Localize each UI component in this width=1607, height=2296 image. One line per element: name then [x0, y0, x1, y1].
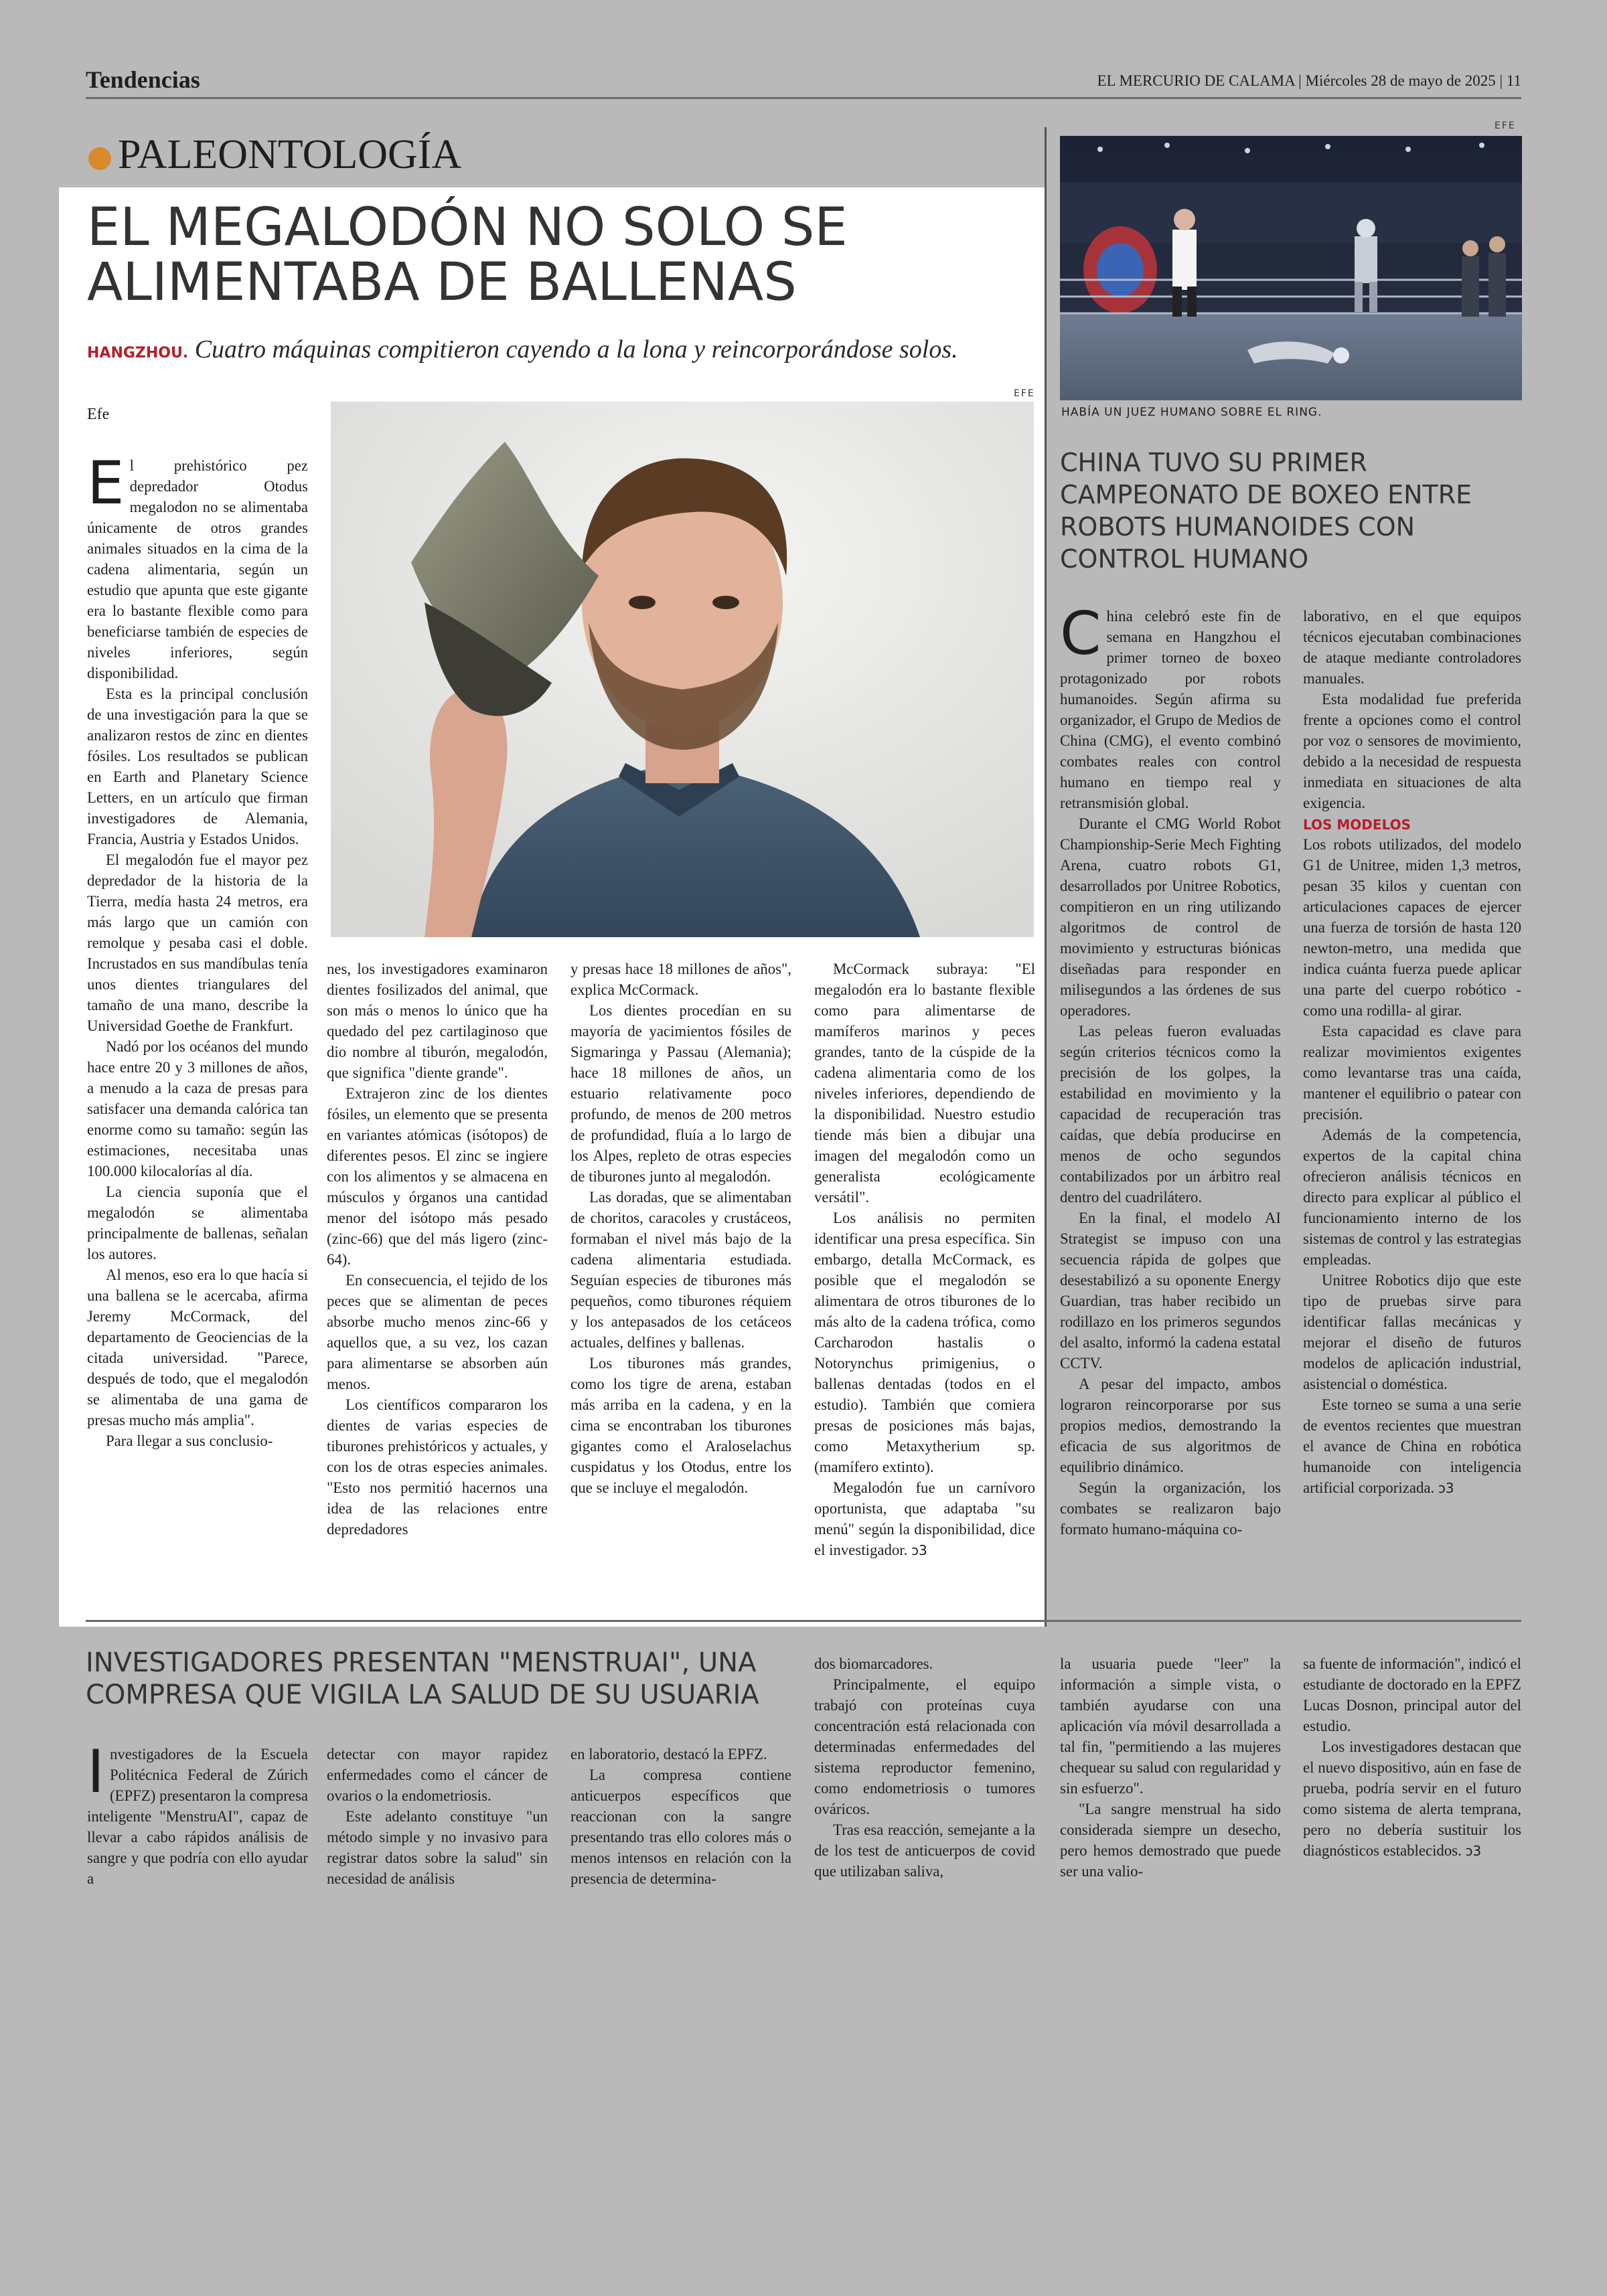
lead-paragraph: La ciencia suponía que el megalodón se alimentaba principalmente de ballenas, señalan los autores. [87, 1183, 308, 1262]
header-rule [86, 97, 1521, 99]
lead-dek [87, 335, 1038, 364]
robot-photo-credit: EFE [1495, 120, 1516, 131]
dek-text: Cuatro máquinas compitieron cayendo a la lona y reincorporándose solos. [194, 335, 958, 363]
lead-paragraph: Los tiburones más grandes, como los tigre de arena, estaban más arriba en la cadena, y en la cima se encontraban los tiburones gigantes como el Araloselachus cuspidatus y los Otodus, entre los que se incluye el megalodón. [570, 1355, 791, 1496]
menstruai-paragraph: nvestigadores de la Escuela Politécnica Federal de Zúrich (EPFZ) presentaron la compresa inteligente "MenstruAI", capaz de llevar a cabo rápidos análisis de sangre y que podría con ello ayudar a [87, 1746, 308, 1887]
lead-paragraph: Esta es la principal conclusión de una investigación para la que se analizaron restos de zinc en dientes fósiles. Los resultados se publican en Earth and Planetary Science Letters, en un artículo que firman investigadores de Alemania, Francia, Austria y Estados Unidos. [87, 685, 308, 847]
lead-paragraph: McCormack subraya: "El megalodón era lo bastante flexible como para alimentarse de mamíferos marinos y peces grandes, tanto de la cúspide de la cadena alimentaria como de los niveles inferiores, dependiendo de la disponibilidad. Nuestro estudio tiende más bien a dibujar una imagen del megalodón como un generalista ecológicamente versátil". [814, 961, 1035, 1206]
robot-photo-caption: HABÍA UN JUEZ HUMANO SOBRE EL RING. [1061, 406, 1322, 419]
lead-paragraph: Los científicos compararon los dientes de varias especies de tiburones prehistóricos y actuales, y con los de otras especies animales. "Esto nos permitió hacernos una idea de las relaciones entre depredadores [327, 1396, 548, 1538]
robot-headline: CHINA TUVO SU PRIMER CAMPEONATO DE BOXEO ENTRE ROBOTS HUMANOIDES CON CONTROL HUMANO [1060, 448, 1472, 574]
robot-paragraph: Las peleas fueron evaluadas según criterios técnicos como la precisión de los golpes, la estabilidad en movimiento y la capacidad de recuperación tras caídas, que debía producirse en menos de ocho segundos contabilizados por un árbitro real dentro del cuadrilátero. [1060, 1023, 1281, 1206]
robot-paragraph: En la final, el modelo AI Strategist se impuso con una secuencia rápida de golpes que desestabilizó a su oponente Energy Guardian, tras haber recibido un rodillazo en los primeros segundos del asalto, informó la cadena estatal CCTV. [1060, 1210, 1281, 1372]
menstruai-paragraph: dos biomarcadores. [814, 1655, 933, 1672]
menstruai-column-1 [87, 1737, 308, 1889]
section-tag: PALEONTOLOGÍA [118, 132, 462, 177]
menstruai-headline: INVESTIGADORES PRESENTAN "MENSTRUAI", UNA COMPRESA QUE VIGILA LA SALUD DE SU USUARIA [86, 1647, 759, 1710]
lead-paragraph: En consecuencia, el tejido de los peces que se alimentan de peces absorbe mucho menos zinc-66 y aquellos que, a su vez, los cazan para alimentarse se absorben aún menos. [327, 1272, 548, 1392]
robot-paragraph: A pesar del impacto, ambos lograron reincorporarse por sus propios medios, demostrando la eficacia de sus algoritmos de equilibrio dinámico. [1060, 1376, 1281, 1475]
lead-dropcap: E [87, 448, 125, 517]
lead-paragraph: Los análisis no permiten identificar una presa específica. Sin embargo, detalla McCormack, es posible que el megalodón se alimentara de otros tiburones de lo más alto de la cadena trófica, como Carcharodon hastalis o Notorynchus primigenius, o ballenas dentadas (todos en el estudio). También que comiera presas de posiciones más bajas, como Metaxytherium sp. (mamífero extinto). [814, 1210, 1035, 1475]
lead-photo-credit: EFE [1014, 388, 1035, 399]
menstruai-column-6 [1303, 1653, 1521, 1861]
robot-paragraph: Esta capacidad es clave para realizar movimientos exigentes como levantarse tras una caída, mantener el equilibrio o patear con precisión. [1303, 1023, 1521, 1123]
lead-byline: Efe [87, 406, 110, 423]
lead-paragraph: Para llegar a sus conclusio- [106, 1432, 273, 1449]
robot-paragraph: laborativo, en el que equipos técnicos ejecutaban combinaciones de ataque mediante controladores manuales. [1303, 608, 1521, 687]
lead-paragraph: Extrajeron zinc de los dientes fósiles, un elemento que se presenta en variantes atómicas (isótopos) de diferentes pesos. El zinc se ingiere con los alimentos y se almacena en músculos y órganos una cantidad menor del isótopo más pesado (zinc-66) que del más ligero (zinc-64). [327, 1085, 548, 1268]
menstruai-paragraph: sa fuente de información", indicó el estudiante de doctorado en la EPFZ Lucas Dosnon, principal autor del estudio. [1303, 1655, 1521, 1734]
lead-paragraph-text: Megalodón fue un carnívoro oportunista, que adaptaba "su menú" según la disponibilidad, dice el investigador. [814, 1479, 1035, 1558]
robot-paragraph: Además de la competencia, expertos de la capital china ofrecieron análisis técnicos en directo para explicar al público el funcionamiento interno de los sistemas de control y las estrategias empleadas. [1303, 1127, 1521, 1268]
lead-column-3 [570, 959, 791, 1498]
lead-paragraph [814, 1477, 1035, 1560]
megalodon-tooth-photo [331, 402, 1034, 937]
robot-subhead: LOS MODELOS [1303, 817, 1411, 833]
bottom-story-rule [86, 1620, 1521, 1622]
tag-bullet-icon [88, 147, 111, 170]
lead-paragraph: nes, los investigadores examinaron dientes fosilizados del animal, que son más o menos lo único que ha quedado del pez cartilaginoso que dio nombre al tiburón, megalodón, que significa "diente grande". [327, 961, 548, 1081]
end-mark-icon: ↄ3 [1438, 1480, 1454, 1497]
lead-column-4 [814, 959, 1035, 1560]
lead-paragraph: El megalodón fue el mayor pez depredador de la historia de la Tierra, medía hasta 24 metros, era más largo que un camión con remolque y pesaba casi el doble. Incrustados en sus mandíbulas tenía unos dientes triangulares del tamaño de una mano, describe la Universidad Goethe de Frankfurt. [87, 851, 308, 1034]
column-divider [1045, 127, 1047, 1627]
lead-headline: EL MEGALODÓN NO SOLO SE ALIMENTABA DE BALLENAS [87, 197, 848, 313]
robot-paragraph-text: Este torneo se suma a una serie de eventos recientes que muestran el avance de China en robótica humanoide con inteligencia artificial corporizada. [1303, 1396, 1521, 1497]
menstruai-paragraph: en laboratorio, destacó la EPFZ. [570, 1746, 767, 1762]
robot-paragraph [1303, 1394, 1521, 1498]
lead-paragraph: Los dientes procedían en su mayoría de yacimientos fósiles de Sigmaringa y Passau (Alemania); hace 18 millones de años, un estuario relativamente poco profundo, de menos de 200 metros de profundidad, fluía a lo largo de los Alpes, repleto de otras especies de tiburones junto al megalodón. [570, 1002, 791, 1185]
menstruai-paragraph [1303, 1736, 1521, 1861]
robot-dropcap: C [1060, 599, 1101, 668]
robot-boxing-ring-image [1060, 136, 1522, 400]
menstruai-paragraph: detectar con mayor rapidez enfermedades como el cáncer de ovarios o la endometriosis. [327, 1746, 548, 1804]
menstruai-paragraph-text: Los investigadores destacan que el nuevo dispositivo, aún en fase de prueba, podría servir en el futuro como sistema de alerta temprana, pero no debería sustituir los diagnósticos establecidos. [1303, 1738, 1521, 1859]
lead-column-1 [87, 448, 308, 1451]
robot-paragraph: Según la organización, los combates se realizaron bajo formato humano-máquina co- [1060, 1479, 1281, 1538]
menstruai-paragraph: La compresa contiene anticuerpos específicos que reaccionan con la sangre presentando tras ello colores más o menos intensos en relación con la presencia de determina- [570, 1767, 791, 1887]
menstruai-column-5 [1060, 1653, 1281, 1882]
menstruai-paragraph: la usuaria puede "leer" la información a simple vista, o también ayudarse con una aplicación vía móvil desarrollada a tal fin, "permitiendo a las mujeres chequear su salud con regularidad y sin esfuerzo". [1060, 1655, 1281, 1797]
researcher-holding-tooth-image [331, 402, 1034, 937]
lead-paragraph: l prehistórico pez depredador Otodus megalodon no se alimentaba únicamente de otros grandes animales situados en la cima de la cadena alimentaria, según un estudio que apunta que este gigante era lo bastante flexible como para beneficiarse también de especies de niveles inferiores, según disponibilidad. [87, 457, 308, 681]
lead-paragraph: y presas hace 18 millones de años", explica McCormack. [570, 961, 791, 998]
publication-info: EL MERCURIO DE CALAMA | Miércoles 28 de mayo de 2025 | 11 [1097, 72, 1521, 89]
menstruai-paragraph: Tras esa reacción, semejante a la de los test de anticuerpos de covid que utilizaban saliva, [814, 1821, 1035, 1880]
menstruai-paragraph: "La sangre menstrual ha sido considerada siempre un desecho, pero hemos demostrado que puede ser una valio- [1060, 1801, 1281, 1880]
lead-paragraph: Nadó por los océanos del mundo hace entre 20 y 3 millones de años, a menudo a la caza de presas para satisfacer una demanda calórica tan enorme como su tamaño: según las estimaciones, necesitaba unas 100.000 kilocalorías al día. [87, 1038, 308, 1179]
menstruai-paragraph: Este adelanto constituye "un método simple y no invasivo para registrar datos sobre la salud" sin necesidad de análisis [327, 1808, 548, 1887]
menstruai-column-3 [570, 1744, 791, 1889]
dek-location: HANGZHOU. [87, 345, 189, 361]
robot-paragraph: hina celebró este fin de semana en Hangzhou el primer torneo de boxeo protagonizado por robots humanoides. Según afirma su organizador, el Grupo de Medios de China (CMG), el evento combinó combates reales con control humano en tiempo real y retransmisión global. [1060, 608, 1281, 811]
end-mark-icon: ↄ3 [1465, 1843, 1482, 1859]
menstruai-column-4 [814, 1653, 1035, 1882]
robot-paragraph: Los robots utilizados, del modelo G1 de Unitree, miden 1,3 metros, pesan 35 kilos y cuentan con articulaciones capaces de ejercer una fuerza de torsión de hasta 120 newton-metro, una medida que indica cuánta fuerza puede aplicar una parte del cuerpo robótico -como una rodilla- al girar. [1303, 836, 1521, 1019]
robot-paragraph: Unitree Robotics dijo que este tipo de pruebas sirve para identificar fallas mecánicas y mejorar el diseño de futuros modelos de aplicación industrial, asistencial o doméstica. [1303, 1272, 1521, 1393]
robot-boxing-photo [1060, 136, 1522, 400]
menstruai-column-2 [327, 1744, 548, 1889]
menstruai-paragraph: Principalmente, el equipo trabajó con proteínas cuya concentración está relacionada con determinadas enfermedades del sistema reproductor femenino, como endometriosis o tumores ováricos. [814, 1676, 1035, 1817]
robot-column-1 [1060, 599, 1281, 1540]
robot-paragraph: Durante el CMG World Robot Championship-Serie Mech Fighting Arena, cuatro robots G1, desarrollados por Unitree Robotics, compitieron en un ring utilizando algoritmos de control de movimiento y estructuras biónicas diseñadas para responder en milisegundos a las órdenes de sus operadores. [1060, 815, 1281, 1019]
lead-column-2 [327, 959, 548, 1540]
robot-paragraph: Esta modalidad fue preferida frente a opciones como el control por voz o sensores de movimiento, debido a la necesidad de respuesta inmediata en situaciones de alta exigencia. [1303, 691, 1521, 811]
lead-paragraph: Al menos, eso era lo que hacía si una ballena se le acercaba, afirma Jeremy McCormack, del departamento de Geociencias de la citada universidad. "Parece, después de todo, que el megalodón se alimentaba de una gama de presas mucho más amplia". [87, 1266, 308, 1428]
end-mark-icon: ↄ3 [911, 1542, 927, 1558]
section-name: Tendencias [86, 66, 200, 93]
menstruai-dropcap: I [87, 1737, 104, 1806]
robot-column-2 [1303, 606, 1521, 1498]
lead-paragraph: Las doradas, que se alimentaban de choritos, caracoles y crustáceos, formaban el nivel más bajo de la cadena alimentaria estudiada. Seguían especies de tiburones más pequeños, como tiburones réquiem y los antepasados de los cetáceos actuales, delfines y ballenas. [570, 1189, 791, 1351]
